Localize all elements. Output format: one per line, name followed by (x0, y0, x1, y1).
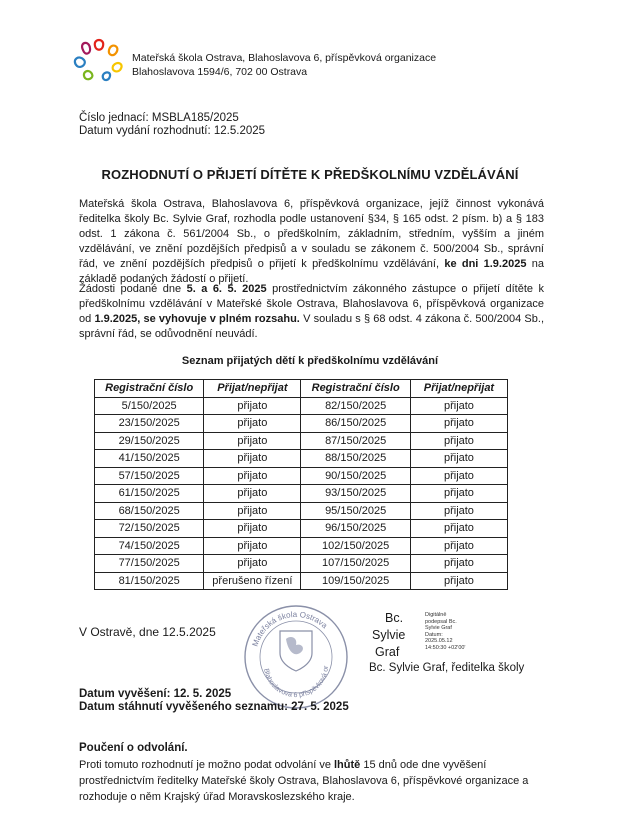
stamp-inner-text: Blahoslavova 6 příspěvková or (262, 665, 331, 700)
admission-status-cell: přijato (204, 467, 301, 485)
appeal-text-part: Proti tomuto rozhodnutí je možno podat odvolání ve (79, 759, 331, 771)
registration-number-cell: 72/150/2025 (95, 520, 204, 538)
registration-number-cell: 86/150/2025 (301, 415, 411, 433)
signer-name: Bc. Sylvie Graf, ředitelka školy (369, 662, 525, 674)
admission-status-cell: přijato (410, 572, 507, 590)
registration-number-cell: 81/150/2025 (95, 572, 204, 590)
admission-table (94, 379, 508, 590)
registration-number-cell: 82/150/2025 (301, 397, 411, 415)
registration-number-cell: 93/150/2025 (301, 485, 411, 503)
digital-line: Sylvie Graf (425, 625, 452, 631)
paragraph-text: Mateřská škola Ostrava, Blahoslavova 6, příspěvková organizace, jejíž činnost vykonává ředitelka školy Bc. Sylvie Graf, rozhodla podle ustanovení §34, § 165 odst. 2 písm. b) a § 183 odst. 1 zákona č. 561/2004 Sb., o předškolním, základním, středním, vyšším a jiném vzdělávání, ve znění pozdějších předpisů a v souladu se zákonem č. 500/2004 Sb., správní řád, ve znění pozdějších předpisů o přijetí k předškolnímu vzdělávání, (79, 198, 544, 270)
document-title: ROZHODNUTÍ O PŘIJETÍ DÍTĚTE K PŘEDŠKOLNÍMU VZDĚLÁVÁNÍ (101, 167, 519, 182)
table-row (95, 537, 508, 555)
admission-status-cell: přijato (410, 467, 507, 485)
registration-number-cell: 41/150/2025 (95, 450, 204, 468)
digital-line: podepsal Bc. (425, 618, 457, 625)
digital-line: Datum: (425, 631, 443, 638)
admission-status-cell: přerušeno řízení (204, 572, 301, 590)
registration-number-cell: 96/150/2025 (301, 520, 411, 538)
school-logo (73, 38, 125, 84)
appeal-text-part: 15 dnů ode dne vyvěšení prostřednictvím ředitelky Mateřské školy Ostrava, Blahoslavova 6, příspěvkové organizace a rozhoduje o něm Krajský úřad Moravskoslezského kraje. (79, 759, 529, 803)
registration-number-cell: 95/150/2025 (301, 502, 411, 520)
appeal-heading: Poučení o odvolání. (79, 742, 188, 754)
registration-number-cell: 5/150/2025 (95, 397, 204, 415)
admission-status-cell: přijato (410, 415, 507, 433)
admission-status-cell: přijato (410, 432, 507, 450)
table-row (95, 520, 508, 538)
registration-number-cell: 77/150/2025 (95, 555, 204, 573)
table-row (95, 555, 508, 573)
registration-number-cell: 87/150/2025 (301, 432, 411, 450)
admission-status-cell: přijato (410, 555, 507, 573)
registration-number-cell: 88/150/2025 (301, 450, 411, 468)
admission-status-cell: přijato (410, 537, 507, 555)
table-row (95, 485, 508, 503)
admission-status-cell: přijato (204, 520, 301, 538)
registration-number-cell: 109/150/2025 (301, 572, 411, 590)
table-row (95, 450, 508, 468)
signature-line-2: Sylvie (372, 628, 406, 642)
official-stamp (242, 603, 350, 711)
column-header: Přijat/nepřijat (204, 380, 301, 398)
admission-status-cell: přijato (410, 397, 507, 415)
decision-paragraph (79, 197, 544, 287)
removal-date: Datum stáhnutí vyvěšeného seznamu: 27. 5. 2025 (79, 701, 349, 713)
approval-paragraph (79, 282, 544, 342)
appeal-deadline: lhůtě (334, 759, 361, 771)
posting-date: Datum vyvěšení: 12. 5. 2025 (79, 688, 232, 700)
digital-signature-info (425, 612, 466, 651)
approval-statement: 1.9.2025, se vyhovuje v plném rozsahu. (94, 313, 300, 325)
school-name: Mateřská škola Ostrava, Blahoslavova 6, příspěvková organizace (132, 52, 437, 64)
column-header: Registrační číslo (301, 380, 411, 398)
table-row (95, 432, 508, 450)
paragraph-text: Žádosti podané dne (79, 283, 182, 295)
admission-status-cell: přijato (410, 502, 507, 520)
school-address: Blahoslavova 1594/6, 702 00 Ostrava (132, 66, 308, 78)
signature-line-3: Graf (375, 645, 400, 659)
application-dates: 5. a 6. 5. 2025 (186, 283, 267, 295)
registration-number-cell: 102/150/2025 (301, 537, 411, 555)
signature-line-1: Bc. (385, 611, 404, 625)
digital-line: 14:50:30 +02'00' (425, 644, 466, 651)
coat-of-arms-icon (280, 631, 312, 671)
registration-number-cell: 90/150/2025 (301, 467, 411, 485)
admission-status-cell: přijato (410, 520, 507, 538)
registration-number-cell: 57/150/2025 (95, 467, 204, 485)
admission-status-cell: přijato (410, 485, 507, 503)
list-title: Seznam přijatých dětí k předškolnímu vzdělávání (181, 355, 439, 367)
digital-line: 2025.05.12 (425, 638, 453, 644)
table-row (95, 397, 508, 415)
registration-number-cell: 74/150/2025 (95, 537, 204, 555)
paragraph-text: na základě podaných žádostí o přijetí. (79, 258, 544, 285)
admission-status-cell: přijato (204, 432, 301, 450)
table-header-row (95, 380, 508, 398)
digital-line: Digitálně (425, 612, 447, 618)
admission-status-cell: přijato (204, 397, 301, 415)
admission-status-cell: přijato (204, 555, 301, 573)
reference-number: Číslo jednací: MSBLA185/2025 (79, 112, 239, 124)
admission-status-cell: přijato (204, 502, 301, 520)
stamp-outer-text: Mateřská škola Ostrava (250, 609, 330, 648)
paragraph-text: prostřednictvím zákonného zástupce o přijetí dítěte k předškolnímu vzdělávání v Mateřské škole Ostrava, Blahoslavova 6, příspěvková organizace od (79, 283, 545, 325)
appeal-text (79, 757, 549, 805)
paragraph-text: V souladu s § 68 odst. 4 zákona č. 500/2004 Sb., správní řád, se odůvodnění neuvádí. (79, 313, 544, 340)
admission-status-cell: přijato (204, 450, 301, 468)
issue-date: Datum vydání rozhodnutí: 12.5.2025 (79, 125, 266, 137)
admission-status-cell: přijato (410, 450, 507, 468)
paragraph-date: ke dni 1.9.2025 (444, 258, 527, 270)
admission-status-cell: přijato (204, 537, 301, 555)
table-row (95, 415, 508, 433)
registration-number-cell: 107/150/2025 (301, 555, 411, 573)
registration-number-cell: 29/150/2025 (95, 432, 204, 450)
registration-number-cell: 68/150/2025 (95, 502, 204, 520)
place-date: V Ostravě, dne 12.5.2025 (79, 625, 216, 639)
table-row (95, 502, 508, 520)
table-row (95, 467, 508, 485)
admission-status-cell: přijato (204, 485, 301, 503)
table-body (95, 397, 508, 590)
column-header: Registrační číslo (95, 380, 204, 398)
column-header: Přijat/nepřijat (410, 380, 507, 398)
table-row (95, 572, 508, 590)
registration-number-cell: 61/150/2025 (95, 485, 204, 503)
registration-number-cell: 23/150/2025 (95, 415, 204, 433)
admission-status-cell: přijato (204, 415, 301, 433)
